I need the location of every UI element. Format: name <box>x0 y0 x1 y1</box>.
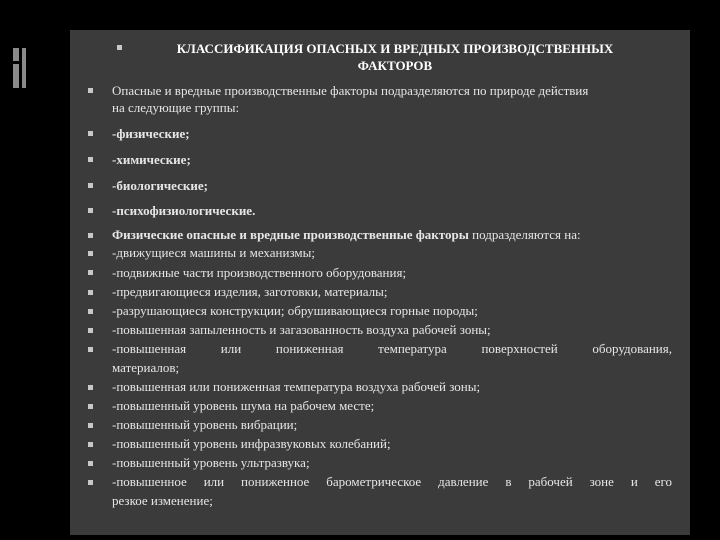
list-item: -повышенный уровень инфразвуковых колебаний; <box>112 436 391 451</box>
list-item-continuation: резкое изменение; <box>112 493 213 508</box>
bullet-icon <box>88 347 93 352</box>
bullet-icon <box>88 251 93 256</box>
group-item: -физические; <box>112 126 190 141</box>
list-item: -повышенное или пониженное барометрическое давление в рабочей зоне и его <box>112 474 672 489</box>
group-item: -психофизиологические. <box>112 203 256 218</box>
bullet-icon <box>88 88 93 93</box>
bullet-icon <box>88 183 93 188</box>
list-item: -повышенный уровень ультразвука; <box>112 455 310 470</box>
bullet-icon <box>88 423 93 428</box>
list-item: -предвигающиеся изделия, заготовки, материалы; <box>112 284 388 299</box>
physical-heading-bold: Физические опасные и вредные производственные факторы <box>112 227 469 242</box>
list-item: -повышенный уровень вибрации; <box>112 417 298 432</box>
accent-bar <box>13 64 19 88</box>
bullet-icon <box>88 385 93 390</box>
list-item: -движущиеся машины и механизмы; <box>112 245 315 260</box>
bullet-icon <box>88 131 93 136</box>
group-item: -химические; <box>112 152 191 167</box>
intro-line: на следующие группы: <box>112 100 240 115</box>
list-item: -повышенная запыленность и загазованность воздуха рабочей зоны; <box>112 322 491 337</box>
bullet-icon <box>88 270 93 275</box>
list-item: -подвижные части производственного оборудования; <box>112 265 407 280</box>
bullet-icon <box>88 328 93 333</box>
bullet-icon <box>88 404 93 409</box>
physical-heading-rest: подразделяются на: <box>468 227 581 242</box>
bullet-icon <box>88 233 93 238</box>
list-item: -повышенная или пониженная температура воздуха рабочей зоны; <box>112 379 481 394</box>
bullet-icon <box>88 442 93 447</box>
accent-bar <box>13 48 19 61</box>
list-item: -повышенный уровень шума на рабочем месте; <box>112 398 375 413</box>
group-item: -биологические; <box>112 178 208 193</box>
intro-line: Опасные и вредные производственные факторы подразделяются по природе действия <box>112 83 589 98</box>
accent-bar <box>22 48 26 88</box>
physical-heading <box>112 226 581 243</box>
bullet-icon <box>88 461 93 466</box>
bullet-icon <box>88 157 93 162</box>
bullet-icon <box>88 208 93 213</box>
bullet-icon <box>117 45 122 50</box>
slide-title: КЛАССИФИКАЦИЯ ОПАСНЫХ И ВРЕДНЫХ ПРОИЗВОДСТВЕННЫХ ФАКТОРОВ <box>176 41 614 73</box>
list-item: -разрушающиеся конструкции; обрушивающиеся горные породы; <box>112 303 478 318</box>
bullet-icon <box>88 290 93 295</box>
bullet-icon <box>88 309 93 314</box>
bullet-icon <box>88 480 93 485</box>
list-item: -повышенная или пониженная температура поверхностей оборудования, <box>112 341 672 356</box>
list-item-continuation: материалов; <box>112 360 180 375</box>
